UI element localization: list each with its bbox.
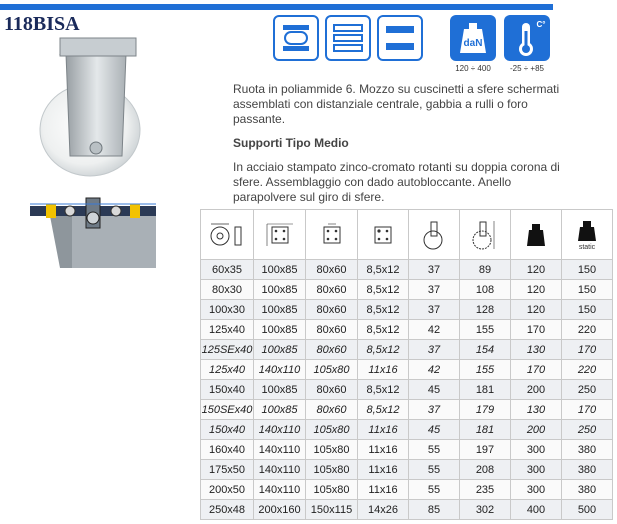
offset-header-icon [409, 210, 460, 260]
product-code: 118BISA [4, 13, 80, 35]
table-cell: 130 [511, 400, 562, 420]
table-cell: 170 [511, 320, 562, 340]
table-cell: 45 [409, 420, 460, 440]
table-cell: 8,5x12 [358, 260, 409, 280]
table-cell: 150x40 [201, 380, 254, 400]
static-load-header [562, 210, 613, 260]
table-cell: 300 [511, 440, 562, 460]
table-cell: 100x85 [254, 340, 306, 360]
table-cell: 55 [409, 480, 460, 500]
load-range-caption: 120 ÷ 400 [455, 64, 491, 73]
table-cell: 42 [409, 320, 460, 340]
table-row [201, 400, 613, 420]
table-cell: 150x40 [201, 420, 254, 440]
table-cell: 105x80 [306, 440, 358, 460]
table-cell: 150 [562, 260, 613, 280]
wheel-size-header-icon [201, 210, 254, 260]
table-cell: 37 [409, 340, 460, 360]
table-row [201, 280, 613, 300]
table-cell: 105x80 [306, 360, 358, 380]
table-row [201, 360, 613, 380]
table-cell: 55 [409, 440, 460, 460]
table-cell: 140x110 [254, 480, 306, 500]
table-cell: 250 [562, 420, 613, 440]
table-cell: 14x26 [358, 500, 409, 520]
table-cell: 80x60 [306, 300, 358, 320]
table-cell: 37 [409, 300, 460, 320]
table-cell: 37 [409, 280, 460, 300]
table-cell: 170 [511, 360, 562, 380]
plate-size-header-icon [254, 210, 306, 260]
spec-table [200, 209, 613, 520]
table-cell: 179 [460, 400, 511, 420]
table-header-row [201, 210, 613, 260]
table-cell: 250x48 [201, 500, 254, 520]
table-cell: 140x110 [254, 440, 306, 460]
table-cell: 105x80 [306, 420, 358, 440]
plain-bore-icon [377, 15, 423, 61]
table-cell: 11x16 [358, 420, 409, 440]
table-cell: 100x85 [254, 280, 306, 300]
table-row [201, 420, 613, 440]
table-cell: 300 [511, 480, 562, 500]
table-cell: 100x85 [254, 400, 306, 420]
table-cell: 8,5x12 [358, 280, 409, 300]
assembly-cross-section-diagram [30, 196, 156, 268]
table-cell: 170 [562, 340, 613, 360]
static-label: static [578, 243, 596, 251]
table-cell: 100x85 [254, 380, 306, 400]
table-cell: 125x40 [201, 320, 254, 340]
table-cell: 130 [511, 340, 562, 360]
table-cell: 8,5x12 [358, 400, 409, 420]
table-row [201, 460, 613, 480]
table-cell: 100x85 [254, 260, 306, 280]
table-row [201, 340, 613, 360]
table-cell: 89 [460, 260, 511, 280]
table-cell: 208 [460, 460, 511, 480]
table-cell: 8,5x12 [358, 340, 409, 360]
temp-unit-label: C° [536, 20, 546, 29]
table-cell: 140x110 [254, 420, 306, 440]
table-row [201, 480, 613, 500]
table-cell: 160x40 [201, 440, 254, 460]
table-cell: 100x85 [254, 300, 306, 320]
table-row [201, 380, 613, 400]
table-cell: 175x50 [201, 460, 254, 480]
top-accent-bar [0, 4, 553, 10]
table-cell: 197 [460, 440, 511, 460]
table-cell: 200 [511, 380, 562, 400]
table-cell: 105x80 [306, 460, 358, 480]
table-cell: 80x30 [201, 280, 254, 300]
table-cell: 150x115 [306, 500, 358, 520]
table-cell: 60x35 [201, 260, 254, 280]
table-cell: 150SEx40 [201, 400, 254, 420]
table-cell: 11x16 [358, 440, 409, 460]
table-cell: 8,5x12 [358, 320, 409, 340]
table-cell: 155 [460, 360, 511, 380]
table-cell: 80x60 [306, 260, 358, 280]
table-row [201, 320, 613, 340]
ball-bearing-icon [325, 15, 371, 61]
table-cell: 80x60 [306, 400, 358, 420]
temperature-range-caption: -25 ÷ +85 [510, 64, 544, 73]
table-cell: 11x16 [358, 460, 409, 480]
table-cell: 380 [562, 440, 613, 460]
table-cell: 125SEx40 [201, 340, 254, 360]
table-cell: 150 [562, 280, 613, 300]
table-cell: 235 [460, 480, 511, 500]
table-cell: 200 [511, 420, 562, 440]
roller-bearing-icon [273, 15, 319, 61]
table-cell: 11x16 [358, 480, 409, 500]
load-unit-label: daN [463, 38, 483, 49]
table-cell: 11x16 [358, 360, 409, 380]
table-cell: 8,5x12 [358, 380, 409, 400]
table-cell: 42 [409, 360, 460, 380]
table-row [201, 440, 613, 460]
hole-size-header-icon [358, 210, 409, 260]
load-header-icon [511, 210, 562, 260]
table-cell: 80x60 [306, 320, 358, 340]
table-cell: 108 [460, 280, 511, 300]
hole-spacing-header-icon [306, 210, 358, 260]
table-cell: 380 [562, 480, 613, 500]
table-cell: 128 [460, 300, 511, 320]
temperature-icon [504, 15, 550, 61]
table-cell: 181 [460, 380, 511, 400]
table-cell: 8,5x12 [358, 300, 409, 320]
table-cell: 140x110 [254, 360, 306, 380]
table-cell: 80x60 [306, 280, 358, 300]
table-cell: 120 [511, 280, 562, 300]
table-cell: 55 [409, 460, 460, 480]
table-cell: 300 [511, 460, 562, 480]
table-cell: 85 [409, 500, 460, 520]
table-cell: 120 [511, 300, 562, 320]
table-cell: 80x60 [306, 340, 358, 360]
table-cell: 181 [460, 420, 511, 440]
table-cell: 100x85 [254, 320, 306, 340]
table-cell: 105x80 [306, 480, 358, 500]
height-header-icon [460, 210, 511, 260]
table-cell: 80x60 [306, 380, 358, 400]
table-cell: 302 [460, 500, 511, 520]
support-description: In acciaio stampato zinco-cromato rotanti su doppia corona di sfere. Assemblaggio con dado autobloccante. Anello parapolvere sul giro di sfere. [233, 160, 560, 204]
table-cell: 120 [511, 260, 562, 280]
table-cell: 37 [409, 400, 460, 420]
support-title: Supporti Tipo Medio [233, 136, 349, 150]
table-row [201, 300, 613, 320]
wheel-description: Ruota in poliammide 6. Mozzo su cuscinetti a sfere schermati assemblati con distanziale centrale, gabbia a rulli o foro passante. [233, 82, 560, 126]
table-cell: 100x30 [201, 300, 254, 320]
table-cell: 200x50 [201, 480, 254, 500]
table-cell: 220 [562, 320, 613, 340]
table-cell: 380 [562, 460, 613, 480]
table-cell: 250 [562, 380, 613, 400]
load-capacity-icon [450, 15, 496, 61]
table-row [201, 500, 613, 520]
table-cell: 150 [562, 300, 613, 320]
table-cell: 220 [562, 360, 613, 380]
table-cell: 500 [562, 500, 613, 520]
table-cell: 140x110 [254, 460, 306, 480]
table-row [201, 260, 613, 280]
table-cell: 154 [460, 340, 511, 360]
table-cell: 170 [562, 400, 613, 420]
table-cell: 125x40 [201, 360, 254, 380]
caster-wheel-photo [30, 36, 152, 178]
table-cell: 45 [409, 380, 460, 400]
table-cell: 37 [409, 260, 460, 280]
table-cell: 200x160 [254, 500, 306, 520]
table-cell: 400 [511, 500, 562, 520]
table-cell: 155 [460, 320, 511, 340]
